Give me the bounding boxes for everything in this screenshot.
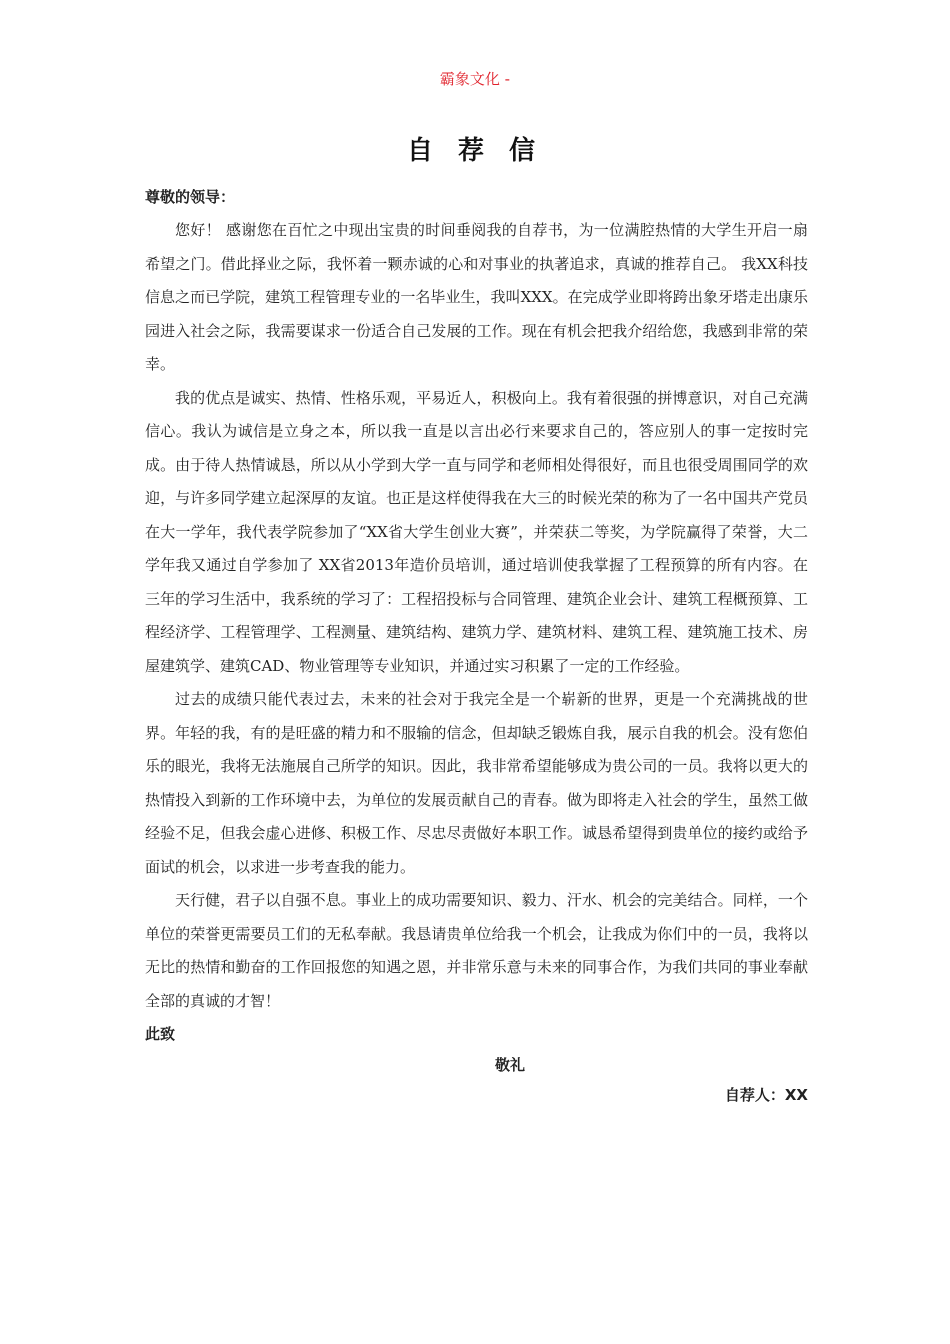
header-brand: 霸象文化 - [439,70,511,88]
paragraph-2: 我的优点是诚实、热情、性格乐观，平易近人，积极向上。我有着很强的拼博意识，对自己充满信心。我认为诚信是立身之本，所以我一直是以言出必行来要求自己的，答应别人的事一定按时完成。由于待人热情诚恳，所以从小学到大学一直与同学和老师相处得很好，而且也很受周围同学的欢迎，与许多同学建立起深厚的友谊。也正是这样使得我在大三的时候光荣的称为了一名中国共产党员 在大一学年，我代表学院参加了“XX省大学生创业大赛”，并荣获二等奖，为学院赢得了荣誉，大二学年我又通过自学参加了 XX省2013年造价员培训，通过培训使我掌握了工程预算的所有内容。在三年的学习生活中，我系统的学习了：工程招投标与合同管理、建筑企业会计、建筑工程概预算、工程经济学、工程管理学、工程测量、建筑结构、建筑力学、建筑材料、建筑工程、建筑施工技术、房屋建筑学、建筑CAD、物业管理等专业知识，并通过实习积累了一定的工作经验。 [145,388,808,675]
paragraph-4: 天行健，君子以自强不息。事业上的成功需要知识、毅力、汗水、机会的完美结合。同样，一个单位的荣誉更需要员工们的无私奉献。我恳请贵单位给我一个机会，让我成为你们中的一员，我将以无比的热情和勤奋的工作回报您的知遇之恩，并非常乐意与未来的同事合作，为我们共同的事业奉献全部的真诚的才智！ [145,891,808,1010]
salutation: 尊敬的领导： [145,188,236,206]
regards: 敬礼 [495,1056,526,1074]
paragraph-1: 您好！ 感谢您在百忙之中现出宝贵的时间垂阅我的自荐书，为一位满腔热情的大学生开启一扇希望之门。借此择业之际，我怀着一颗赤诚的心和对事业的执著追求，真诚的推荐自己。 我XX科技信息之而已学院，建筑工程管理专业的一名毕业生，我叫XXX。在完成学业即将跨出象牙塔走出康乐园进入社会之际，我需要谋求一份适合自己发展的工作。现在有机会把我介绍给您，我感到非常的荣幸。 [145,221,808,373]
page-title: 自 荐 信 [406,136,544,166]
closing: 此致 [145,1025,176,1043]
signature: 自荐人：XX [724,1086,808,1104]
letter-body [145,180,808,1110]
paragraph-3: 过去的成绩只能代表过去，未来的社会对于我完全是一个崭新的世界，更是一个充满挑战的世界。年轻的我，有的是旺盛的精力和不服输的信念，但却缺乏锻炼自我，展示自我的机会。没有您伯乐的眼光，我将无法施展自己所学的知识。因此，我非常希望能够成为贵公司的一员。我将以更大的热情投入到新的工作环境中去，为单位的发展贡献自己的青春。做为即将走入社会的学生，虽然工做经验不足，但我会虚心进修、积极工作、尽忠尽责做好本职工作。诚恳希望得到贵单位的接约或给予面试的机会，以求进一步考查我的能力。 [145,690,808,876]
